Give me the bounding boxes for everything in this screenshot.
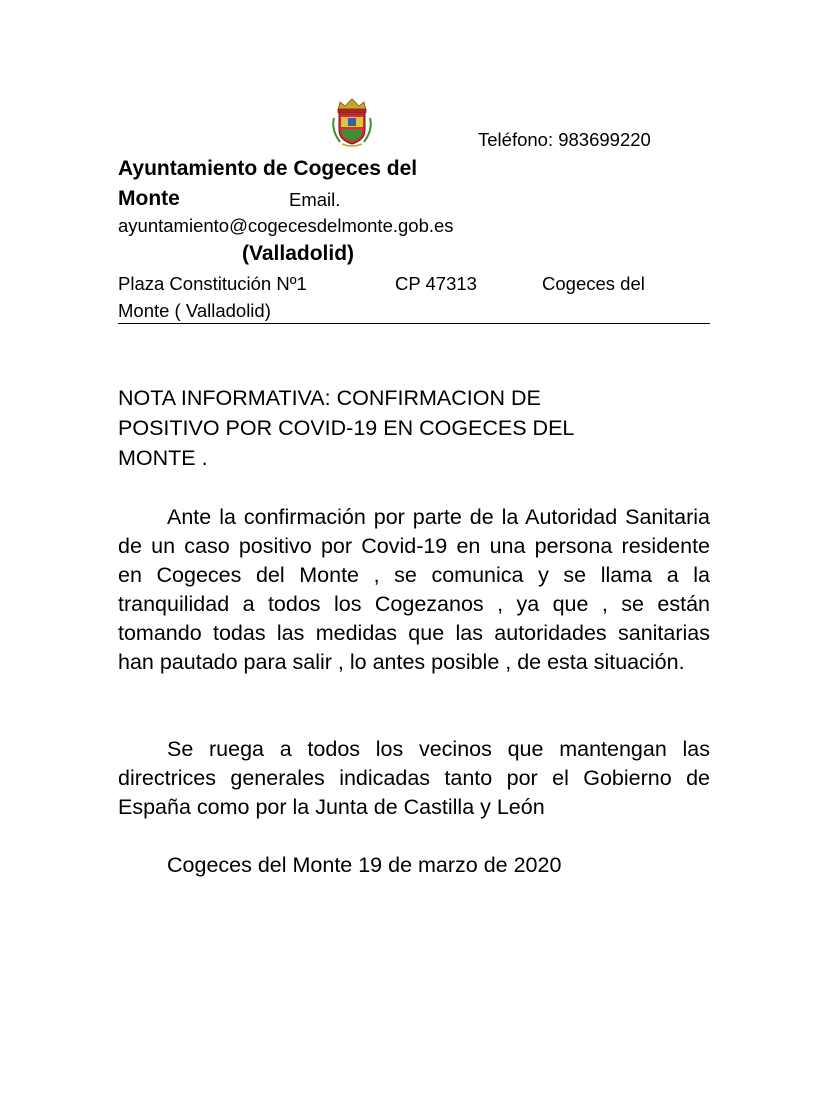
address-street: Plaza Constitución Nº1 [118, 273, 307, 294]
notice-paragraph-2: Se ruega a todos los vecinos que mantengan las directrices generales indicadas tanto por el Gobierno de España como por la Junta de Castilla y León [118, 737, 710, 819]
crown-icon [338, 99, 366, 110]
email-label: Email. [289, 189, 341, 210]
notice-title-line1: NOTA INFORMATIVA: CONFIRMACION DE [118, 386, 541, 410]
province: (Valladolid) [242, 242, 355, 265]
coat-of-arms-logo [328, 96, 376, 148]
address-line2: Monte ( Valladolid) [118, 300, 271, 321]
email-address[interactable]: ayuntamiento@cogecesdelmonte.gob.es [118, 215, 454, 236]
notice-paragraph-1: Ante la confirmación por parte de la Autoridad Sanitaria de un caso positivo por Covid-19 en una persona residente en Cogeces del Monte , se comunica y se llama a la tranquilidad a todos los Cogezanos , ya que , se están tomando todas las medidas que las autoridades sanitarias han pautado para salir , lo antes posible , de esta situación. [118, 505, 710, 674]
phone-number: Teléfono: 983699220 [478, 129, 651, 150]
address-town: Cogeces del [542, 273, 645, 294]
org-name-line2: Monte [118, 187, 180, 210]
notice-signoff: Cogeces del Monte 19 de marzo de 2020 [167, 853, 562, 877]
notice-title-line2: POSITIVO POR COVID-19 EN COGECES DEL [118, 416, 575, 440]
notice-title-line3: MONTE . [118, 446, 208, 470]
postal-code: CP 47313 [395, 273, 477, 294]
org-name-line1: Ayuntamiento de Cogeces del [118, 157, 418, 180]
header-divider [118, 323, 710, 324]
